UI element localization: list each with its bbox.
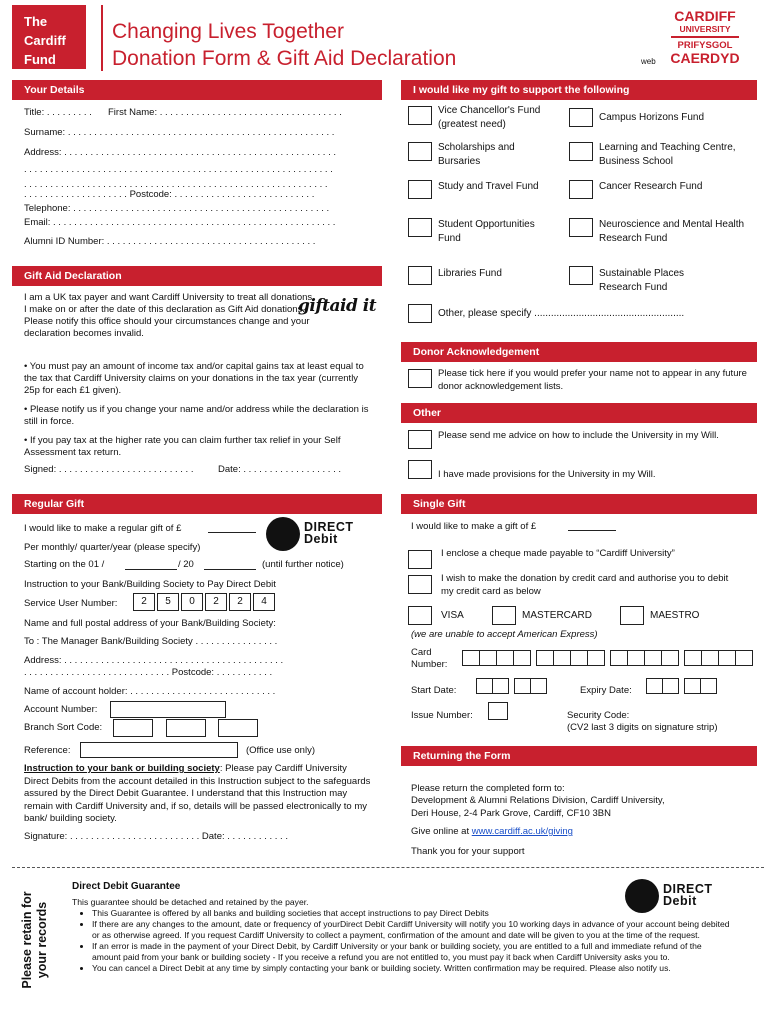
checkbox-other-fund[interactable] (408, 304, 432, 323)
direct-debit-logo-2 (625, 879, 737, 913)
card-number-inputs[interactable] (462, 650, 740, 666)
security-code-note: (CV2 last 3 digits on signature strip) (567, 722, 718, 733)
retain-side-label (20, 880, 62, 1000)
digit-box[interactable] (662, 678, 679, 694)
checkbox-will-provisions[interactable] (408, 460, 432, 479)
digit-box[interactable] (587, 650, 605, 666)
card-number-label: Card Number: (411, 647, 448, 670)
bank-manager-field[interactable]: To : The Manager Bank/Building Society . . . . . . . . . . . . . . . . (24, 636, 278, 647)
fund-label: Study and Travel Fund (438, 181, 539, 192)
amex-note: (we are unable to accept American Express) (411, 629, 598, 640)
giving-link[interactable]: www.cardiff.ac.uk/giving (471, 826, 573, 837)
digit-box[interactable] (530, 678, 547, 694)
account-number-label: Account Number: (24, 704, 98, 715)
single-gift-heading: Single Gift (401, 494, 757, 514)
digit-box[interactable] (646, 678, 663, 694)
sun-label: Service User Number: (24, 598, 118, 609)
retain-text: Please retain for your records (20, 891, 49, 989)
first-name-field[interactable]: First Name: . . . . . . . . . . . . . . . . . . . . . . . . . . . . . . . . . . . (108, 107, 342, 118)
dd-logo-circle (625, 879, 659, 913)
checkbox-vc-fund[interactable] (408, 106, 432, 125)
title-line-1: Changing Lives Together (112, 20, 344, 43)
return-line-1: Please return the completed form to: (411, 783, 565, 794)
dd-logo-circle (266, 517, 300, 551)
your-details-heading: Your Details (12, 80, 382, 100)
sun-digit: 2 (229, 593, 251, 611)
title-line-2: Donation Form & Gift Aid Declaration (112, 47, 457, 70)
checkbox-campus-horizons[interactable] (569, 108, 593, 127)
guarantee-item: • This Guarantee is offered by all banks and building societies that accept instructions to pay Direct Debits (92, 908, 732, 919)
thanks-text: Thank you for your support (411, 846, 525, 857)
logo-divider (671, 36, 739, 38)
gift-aid-date-field[interactable]: Date: . . . . . . . . . . . . . . . . . . . (218, 464, 342, 475)
fund-label: Campus Horizons Fund (599, 112, 705, 123)
mastercard-label: MASTERCARD (522, 610, 593, 621)
other-heading: Other (401, 403, 757, 423)
sun-digit: 2 (205, 593, 227, 611)
start-year-input[interactable] (204, 569, 256, 570)
donor-ack-text: Please tick here if you would prefer your name not to appear in any future donor acknowledgement lists. (438, 368, 747, 392)
digit-box[interactable] (701, 650, 719, 666)
logo-line: CARDIFF (674, 8, 736, 24)
cheque-text: I enclose a cheque made payable to “Cardiff University” (441, 548, 675, 559)
digit-box[interactable] (514, 678, 531, 694)
instruction-body: : Please pay Cardiff University Direct Debits from the account detailed in this Instruction subject to the safeguards assured by the Direct Debit Guarantee. I understand that this Instruction may remain with Cardiff University and, if so, details will be passed electronically to my bank/ building society. (24, 763, 371, 824)
donor-ack-heading: Donor Acknowledgement (401, 342, 757, 362)
security-code-label: Security Code: (567, 710, 630, 721)
guarantee-list (92, 908, 732, 974)
guarantee-item: • If there are any changes to the amount, date or frequency of yourDirect Debit Cardiff University will notify you 10 working days in advance of your account being debited or as otherwise agreed. If you request Cardiff University to collect a payment, confirmation of the amount and date will be given to you at the time of the request. (92, 919, 732, 941)
digit-box[interactable] (718, 650, 736, 666)
alumni-id-field[interactable]: Alumni ID Number: . . . . . . . . . . . . . . . . . . . . . . . . . . . . . . . . . . . . . . . . (24, 236, 316, 247)
start-month-input[interactable] (125, 569, 177, 570)
digit-box[interactable] (513, 650, 531, 666)
issue-number-label: Issue Number: (411, 710, 473, 721)
guarantee-heading: Direct Debit Guarantee (72, 881, 181, 892)
digit-box[interactable] (496, 650, 514, 666)
year-label: / 20 (178, 559, 194, 570)
digit-box[interactable] (570, 650, 588, 666)
other-fund-field[interactable]: Other, please specify ...................................................... (438, 308, 685, 319)
fund-label: Cancer Research Fund (599, 181, 703, 192)
logo-line: CAERDYD (670, 50, 740, 66)
fund-logo-line: The (24, 14, 48, 29)
guarantee-intro: This guarantee should be detached and retained by the payer. (72, 897, 309, 907)
postcode-field[interactable]: . . . . . . . . . . . . . . . . . . . . Postcode: . . . . . . . . . . . . . . . . . . . . . . . . . . . (24, 189, 315, 200)
single-amount-input[interactable] (568, 530, 616, 531)
sun-digit: 4 (253, 593, 275, 611)
checkbox-student-opportunities[interactable] (408, 218, 432, 237)
digit-box[interactable] (479, 650, 497, 666)
single-amount-label: I would like to make a gift of £ (411, 521, 537, 532)
digit-box[interactable] (553, 650, 571, 666)
instruction-title: Instruction to your Bank/Building Society to Pay Direct Debit (24, 579, 276, 590)
checkbox-will-advice[interactable] (408, 430, 432, 449)
returning-heading: Returning the Form (401, 746, 757, 766)
bank-address-label: Name and full postal address of your Bank/Building Society: (24, 618, 276, 629)
sun-digit: 0 (181, 593, 203, 611)
sun-digit: 5 (157, 593, 179, 611)
return-line-3: Deri House, 2-4 Park Grove, Cardiff, CF10 3BN (411, 808, 611, 819)
start-date-label: Start Date: (411, 685, 457, 696)
gift-aid-bullet-1: • You must pay an amount of income tax and/or capital gains tax at least equal to the tax that Cardiff University claims on your donations in the tax year (currently 25p for each £1 given). (24, 361, 364, 396)
fund-label: Vice Chancellor's Fund (greatest need) (438, 105, 541, 130)
expiry-date-input[interactable] (646, 678, 730, 694)
direct-debit-logo (266, 517, 376, 551)
fund-label: Neuroscience and Mental Health Research Fund (599, 219, 745, 244)
instruction-text (24, 763, 374, 826)
web-label: web (641, 57, 656, 66)
support-heading: I would like my gift to support the following (401, 80, 757, 100)
email-field[interactable]: Email: . . . . . . . . . . . . . . . . . . . . . . . . . . . . . . . . . . . . . . . . . . . . . . . . . . . . . . (24, 217, 336, 228)
digit-box[interactable] (627, 650, 645, 666)
give-online-label: Give online at (411, 826, 472, 837)
maestro-label: MAESTRO (650, 610, 700, 621)
checkbox-cancer-research[interactable] (569, 180, 593, 199)
fund-label: Learning and Teaching Centre, Business School (599, 142, 736, 167)
gift-aid-logo: giftaid it (298, 296, 377, 316)
expiry-date-label: Expiry Date: (580, 685, 632, 696)
will-advice-text: Please send me advice on how to include the University in my Will. (438, 430, 719, 441)
digit-box[interactable] (735, 650, 753, 666)
fund-label: Libraries Fund (438, 268, 502, 279)
start-date-input[interactable] (476, 678, 558, 694)
digit-box[interactable] (700, 678, 717, 694)
digit-box[interactable] (476, 678, 493, 694)
logo-line: UNIVERSITY (679, 24, 731, 34)
frequency-label: Per monthly/ quarter/year (please specify) (24, 542, 201, 553)
credit-card-text: I wish to make the donation by credit card and authorise you to debit my credit card as below (441, 573, 729, 597)
cut-line (12, 867, 764, 868)
fund-label: Scholarships and Bursaries (438, 142, 515, 167)
page-title (112, 18, 456, 72)
reference-input[interactable] (80, 742, 238, 758)
signed-field[interactable]: Signed: . . . . . . . . . . . . . . . . . . . . . . . . . . (24, 464, 194, 475)
checkbox-scholarships[interactable] (408, 142, 432, 161)
bank-postcode-field[interactable]: . . . . . . . . . . . . . . . . . . . . . . . . . . . . Postcode: . . . . . . . . . . . (24, 667, 273, 678)
guarantee-item: • If an error is made in the payment of your Direct Debit, by Cardiff University or your bank or building society, you are entitled to a full and immediate refund of the amount paid from your bank or building society - If you receive a refund you are not entitled to, you must pay it back when Cardiff University asks you to. (92, 941, 732, 963)
digit-box[interactable] (684, 650, 702, 666)
sun-digit: 2 (133, 593, 155, 611)
dd-signature-field[interactable]: Signature: . . . . . . . . . . . . . . . . . . . . . . . . . Date: . . . . . . . . . . . . (24, 831, 288, 842)
regular-amount-input[interactable] (208, 532, 256, 533)
regular-gift-heading: Regular Gift (12, 494, 382, 514)
sort-code-label: Branch Sort Code: (24, 722, 103, 733)
fund-label: Sustainable Places Research Fund (599, 268, 685, 293)
title-divider (101, 5, 103, 71)
account-holder-field[interactable]: Name of account holder: . . . . . . . . . . . . . . . . . . . . . . . . . . . . (24, 686, 276, 697)
surname-field[interactable]: Surname: . . . . . . . . . . . . . . . . . . . . . . . . . . . . . . . . . . . . . . . . . . . . . . . . . . . (24, 127, 335, 138)
checkbox-credit-card[interactable] (408, 575, 432, 594)
checkbox-visa[interactable] (408, 606, 432, 625)
digit-box[interactable] (492, 678, 509, 694)
sort-code-input-2[interactable] (166, 719, 206, 737)
checkbox-learning-teaching[interactable] (569, 142, 593, 161)
gift-aid-bullet-3: • If you pay tax at the higher rate you can claim further tax relief in your Self Assessment tax return. (24, 435, 341, 458)
dd-logo-text: DIRECT Debit (304, 520, 354, 546)
telephone-field[interactable]: Telephone: . . . . . . . . . . . . . . . . . . . . . . . . . . . . . . . . . . . . . . . . . . . . . . . . . (24, 203, 330, 214)
digit-box[interactable] (661, 650, 679, 666)
checkbox-anonymous[interactable] (408, 369, 432, 388)
digit-box[interactable] (684, 678, 701, 694)
checkbox-mastercard[interactable] (492, 606, 516, 625)
address-field-3[interactable]: . . . . . . . . . . . . . . . . . . . . . . . . . . . . . . . . . . . . . . . . . . . . . . . . . . . . . . . . . . (24, 179, 328, 190)
dd-logo-text: DIRECT Debit (663, 882, 713, 908)
checkbox-libraries[interactable] (408, 266, 432, 285)
visa-label: VISA (441, 610, 464, 621)
account-number-input[interactable] (110, 701, 226, 718)
starting-label: Starting on the 01 / (24, 559, 105, 570)
checkbox-sustainable-places[interactable] (569, 266, 593, 285)
checkbox-maestro[interactable] (620, 606, 644, 625)
guarantee-item: • You can cancel a Direct Debit at any time by simply contacting your bank or building society. Written confirmation may be required. Please also notify us. (92, 963, 732, 974)
digit-box[interactable] (610, 650, 628, 666)
cardiff-fund-logo (12, 5, 86, 69)
digit-box[interactable] (462, 650, 480, 666)
instruction-bold: Instruction to your bank or building society (24, 763, 220, 774)
digit-box[interactable] (644, 650, 662, 666)
gift-aid-heading: Gift Aid Declaration (12, 266, 382, 286)
sort-code-input-1[interactable] (113, 719, 153, 737)
regular-amount-label: I would like to make a regular gift of £ (24, 523, 182, 534)
sort-code-input-3[interactable] (218, 719, 258, 737)
issue-number-input[interactable] (488, 702, 508, 720)
gift-aid-bullet-2: • Please notify us if you change your name and/or address while the declaration is still in force. (24, 404, 369, 427)
address-field[interactable]: Address: . . . . . . . . . . . . . . . . . . . . . . . . . . . . . . . . . . . . . . . . . . . . . . . . . . . . (24, 147, 336, 158)
until-label: (until further notice) (262, 559, 344, 570)
title-field[interactable]: Title: . . . . . . . . . (24, 107, 92, 118)
logo-line: PRIFYSGOL (677, 40, 733, 51)
checkbox-neuroscience[interactable] (569, 218, 593, 237)
checkbox-cheque[interactable] (408, 550, 432, 569)
cardiff-university-logo (669, 9, 741, 71)
gift-aid-intro: I am a UK tax payer and want Cardiff University to treat all donations I make on or after the date of this declaration as Gift Aid donations. Please notify this office should your circumstances change and your declaration becomes invalid. (24, 292, 313, 339)
fund-logo-line: Cardiff (24, 33, 66, 48)
give-online (411, 825, 573, 838)
fund-logo-line: Fund (24, 52, 56, 67)
address-field-2[interactable]: . . . . . . . . . . . . . . . . . . . . . . . . . . . . . . . . . . . . . . . . . . . . . . . . . . . . . . . . . . . (24, 164, 333, 175)
office-use-label: (Office use only) (246, 745, 315, 756)
checkbox-study-travel[interactable] (408, 180, 432, 199)
return-line-2: Development & Alumni Relations Division, Cardiff University, (411, 795, 665, 806)
fund-label: Student Opportunities Fund (438, 219, 535, 244)
bank-address-field[interactable]: Address: . . . . . . . . . . . . . . . . . . . . . . . . . . . . . . . . . . . . . . . . . . (24, 655, 284, 666)
digit-box[interactable] (536, 650, 554, 666)
reference-label: Reference: (24, 745, 71, 756)
will-provisions-text: I have made provisions for the University in my Will. (438, 469, 656, 480)
